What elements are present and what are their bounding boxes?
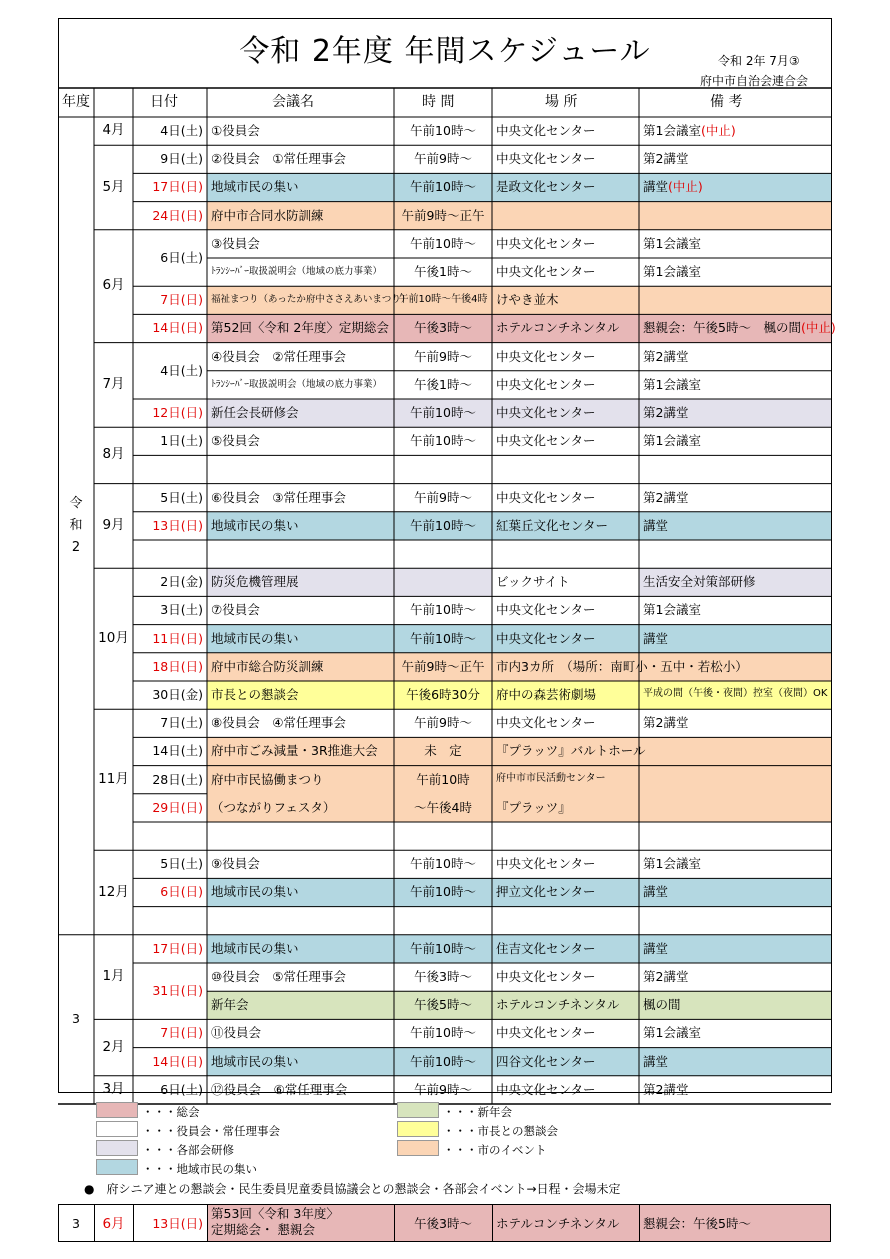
- header-time: 時 間: [422, 94, 455, 110]
- note-cell: [643, 630, 669, 646]
- note-cell: [643, 517, 669, 533]
- date-weekday: (土): [180, 856, 203, 872]
- date-cell-merged: [139, 985, 203, 998]
- note-cell: [643, 266, 701, 279]
- meeting-name: 新年会: [211, 997, 249, 1013]
- date-day: 12日: [152, 405, 181, 420]
- date-cell: [139, 658, 203, 674]
- legend-swatch: [397, 1102, 439, 1118]
- date-day: 7日: [160, 715, 181, 731]
- date-day: 7日: [160, 292, 181, 308]
- time-cell: 午前9時～: [414, 489, 472, 505]
- meeting-name: ③役員会: [211, 235, 260, 251]
- date-weekday: (土): [180, 1081, 203, 1097]
- month-label: 5月: [102, 178, 125, 195]
- date-weekday: (日): [180, 1025, 203, 1041]
- note-text: 第1会議室: [643, 264, 701, 279]
- note-cell: [643, 971, 688, 984]
- time-cell: 午前10時～: [410, 405, 476, 420]
- next-note: 懇親会：午後5時～: [643, 1216, 751, 1231]
- date-cell: [139, 153, 203, 166]
- place-cell: 中央文化センター: [496, 715, 596, 731]
- date-day: 11日: [152, 630, 181, 646]
- fiscal-year-char: 2: [71, 539, 81, 555]
- note-cell: [643, 153, 688, 166]
- meeting-name: 地域市民の集い: [211, 940, 299, 956]
- meeting-name: ⑤役員会: [211, 433, 260, 449]
- place-cell: ホテルコンチネンタル: [496, 320, 620, 336]
- note-text: 第1会議室: [643, 602, 701, 618]
- date-cell: [139, 207, 203, 223]
- date-weekday: (日): [180, 658, 203, 674]
- legend-label: ・・・市のイベント: [443, 1143, 547, 1157]
- month-label: 7月: [102, 375, 125, 392]
- note-text: 第1会議室: [643, 376, 701, 392]
- note-text: 第2講堂: [643, 489, 689, 505]
- legend-label: ・・・総会: [142, 1105, 200, 1119]
- note-cancelled: (中止): [700, 123, 736, 138]
- legend-swatch: [96, 1102, 138, 1118]
- meeting-name: 地域市民の集い: [211, 1053, 299, 1069]
- month-label: 6月: [102, 277, 125, 294]
- meeting-name: ⑩役員会 ⑤常任理事会: [211, 969, 346, 984]
- note-cell: [643, 576, 756, 589]
- place-cell: 中央文化センター: [496, 489, 596, 505]
- date-weekday: (日): [180, 884, 203, 900]
- date-day: 7日: [160, 1025, 181, 1041]
- date-cell-merged: [139, 252, 203, 265]
- month-label: 11月: [98, 770, 129, 787]
- legend-label: ・・・地域市民の集い: [142, 1162, 257, 1176]
- date-weekday: (日): [180, 179, 203, 195]
- place-cell: 四谷文化センター: [496, 1053, 596, 1069]
- place-cell: 中央文化センター: [496, 235, 596, 251]
- date-cell: [139, 1053, 203, 1069]
- date-day: 2日: [160, 574, 181, 590]
- date-cell-merged: [139, 362, 203, 378]
- date-weekday: (日): [180, 207, 203, 223]
- time-cell: 午前9時～: [414, 151, 472, 167]
- place-cell: 府中の森芸術劇場: [496, 687, 597, 702]
- date-day: 6日: [160, 250, 181, 265]
- place-cell: 紅葉丘文化センター: [496, 517, 609, 533]
- place-cell: けやき並木: [496, 292, 559, 308]
- note-text: 第2講堂: [643, 969, 689, 984]
- fiscal-year-label: 3: [72, 1011, 80, 1027]
- next-date: 13日(日): [152, 1216, 203, 1231]
- note-cell: [643, 1081, 689, 1097]
- date-weekday: (金): [180, 687, 203, 702]
- date-weekday: (土): [180, 433, 203, 449]
- meeting-name: 地域市民の集い: [211, 179, 299, 195]
- note-cell: [643, 181, 703, 194]
- date-cell: [139, 576, 203, 589]
- date-weekday: (土): [180, 250, 203, 265]
- date-weekday: (日): [180, 517, 203, 533]
- note-cell: [643, 604, 701, 617]
- date-day: 4日: [160, 362, 181, 378]
- page-title: 令和 2年度 年間スケジュール: [239, 34, 651, 69]
- meeting-name: 福祉まつり（あったか府中ささえあいまつり）: [211, 294, 411, 306]
- note-cell: [643, 125, 736, 138]
- date-weekday: (土): [180, 743, 203, 759]
- time-cell: 午後1時～: [414, 264, 472, 279]
- meeting-name: ⑪役員会: [211, 1025, 262, 1041]
- legend-swatch: [397, 1121, 439, 1137]
- place-cell: 中央文化センター: [496, 151, 596, 167]
- header-meeting: 会議名: [272, 94, 314, 110]
- meeting-name: 地域市民の集い: [211, 884, 299, 900]
- time-cell: 午前10時～: [410, 940, 476, 956]
- date-cell: [139, 407, 203, 420]
- time-cell: 午前10時～: [410, 602, 476, 618]
- date-weekday: (日): [180, 1053, 203, 1069]
- note-text: 第2講堂: [643, 348, 689, 364]
- note-text: 第1会議室: [643, 235, 701, 251]
- time-cell: ～午後4時: [414, 799, 472, 815]
- place-cell: 『プラッツ』バルトホール: [496, 743, 646, 759]
- time-cell: 午後3時～: [414, 969, 472, 984]
- fiscal-year-char: 和: [69, 517, 83, 533]
- date-cell: [139, 489, 203, 505]
- meeting-name: 防災危機管理展: [211, 574, 299, 590]
- time-cell: 午前10時～: [410, 235, 476, 251]
- note-cell: [643, 435, 701, 448]
- time-cell: 午後3時～: [414, 320, 472, 336]
- meeting-name: ⑧役員会 ④常任理事会: [211, 715, 346, 731]
- next-meeting-line1: 第53回〈令和 3年度〉: [211, 1206, 339, 1221]
- date-cell: [139, 294, 203, 307]
- meeting-name: 新任会長研修会: [211, 405, 299, 420]
- note-cell: [643, 1027, 701, 1040]
- place-cell: 押立文化センター: [496, 884, 596, 900]
- note-text: 講堂: [643, 884, 669, 900]
- place-cell: 市内3カ所 （場所：南町小・五中・若松小）: [496, 658, 748, 674]
- place-cell: 中央文化センター: [496, 630, 596, 646]
- date-weekday: (土): [180, 362, 203, 378]
- date-weekday: (土): [180, 151, 203, 167]
- next-time: 午後3時～: [414, 1216, 472, 1231]
- header-place: 場 所: [545, 94, 578, 110]
- legend-swatch: [96, 1121, 138, 1137]
- note-cell: [643, 235, 701, 251]
- legend-label: ・・・各部会研修: [142, 1143, 234, 1157]
- month-label: 12月: [98, 883, 129, 900]
- date-day: 28日: [152, 771, 181, 787]
- time-cell: 午前9時～: [414, 715, 472, 731]
- meeting-name: 府中市ごみ減量・3R推進大会: [211, 743, 378, 759]
- note-cell: [643, 376, 701, 392]
- date-cell: [139, 745, 203, 758]
- place-cell: 中央文化センター: [496, 264, 596, 279]
- meeting-name: ﾄﾗﾝｼｰﾊﾞｰ取扱説明会（地域の底力事業）: [211, 378, 383, 390]
- next-fiscal-year: 3: [72, 1216, 80, 1231]
- legend-label: ・・・役員会・常任理事会: [142, 1124, 280, 1138]
- date-weekday: (土): [180, 489, 203, 505]
- note-cell: [643, 348, 689, 364]
- date-weekday: (日): [180, 292, 203, 308]
- legend-swatch: [96, 1140, 138, 1156]
- organization-name: 府中市自治会連合会: [700, 74, 809, 88]
- month-label: 9月: [102, 516, 125, 533]
- meeting-name: （つながりフェスタ）: [211, 799, 336, 815]
- note-text: 講堂: [643, 179, 669, 195]
- note-cell: [643, 999, 681, 1012]
- note-cancelled: (中止): [668, 179, 703, 195]
- date-day: 17日: [152, 940, 181, 956]
- meeting-name: ⑨役員会: [211, 856, 260, 872]
- month-label: 10月: [98, 629, 129, 646]
- grid-line: [133, 1204, 134, 1242]
- date-cell: [139, 717, 203, 730]
- date-cell: [139, 940, 203, 956]
- note-cancelled: (中止): [800, 320, 836, 336]
- note-text: 第1会議室: [643, 1025, 701, 1041]
- grid-line: [492, 1204, 493, 1242]
- legend-swatch: [397, 1140, 439, 1156]
- legend-swatch: [96, 1159, 138, 1175]
- date-weekday: (日): [180, 940, 203, 956]
- date-day: 24日: [152, 207, 181, 223]
- note-text: 第1会議室: [643, 123, 701, 138]
- note-text: 懇親会：午後5時～ 楓の間: [643, 320, 801, 336]
- note-text: 講堂: [643, 630, 669, 646]
- grid-line: [207, 1204, 208, 1242]
- meeting-name: ②役員会 ①常任理事会: [211, 151, 346, 167]
- time-cell: 午前10時～: [410, 856, 476, 872]
- fiscal-year-char: 令: [69, 495, 83, 511]
- date-weekday: (土): [180, 771, 203, 787]
- legend-label: ・・・市長との懇談会: [443, 1124, 558, 1138]
- time-cell: 午後1時～: [414, 376, 472, 392]
- date-day: 5日: [160, 489, 181, 505]
- date-day: 9日: [160, 151, 181, 167]
- place-cell: 『プラッツ』: [496, 799, 571, 815]
- date-day: 5日: [160, 856, 181, 872]
- meeting-name: 地域市民の集い: [211, 630, 299, 646]
- publication-date: 令和 2年 7月③: [718, 54, 800, 68]
- note-cell: [643, 689, 827, 699]
- legend-label: ・・・新年会: [443, 1105, 512, 1119]
- place-cell: 是政文化センター: [496, 179, 596, 195]
- month-label: 2月: [102, 1038, 125, 1055]
- meeting-name: ①役員会: [211, 123, 260, 138]
- date-cell: [139, 858, 203, 871]
- time-cell: 午前10時～: [410, 1025, 476, 1041]
- date-day: 6日: [160, 1081, 181, 1097]
- time-cell: 午前10時～: [410, 630, 476, 646]
- month-label: 8月: [102, 446, 125, 463]
- date-cell: [139, 517, 203, 533]
- date-day: 18日: [152, 658, 181, 674]
- place-cell: 中央文化センター: [496, 602, 596, 618]
- time-cell: 午前10時～午後4時: [398, 294, 488, 306]
- time-cell: 午前10時～: [410, 517, 476, 533]
- place-cell: 中央文化センター: [496, 433, 596, 449]
- time-cell: 午前9時～正午: [401, 658, 485, 674]
- next-meeting-line2: 定期総会・ 懇親会: [211, 1222, 315, 1237]
- time-cell: 午前10時～: [410, 123, 476, 138]
- header-date: 日付: [150, 94, 178, 110]
- date-cell: [139, 1027, 203, 1040]
- time-cell: 午前10時～: [410, 1053, 476, 1069]
- month-label: 4月: [102, 122, 125, 139]
- date-day: 31日: [152, 983, 181, 999]
- place-cell: 中央文化センター: [496, 405, 596, 420]
- note-text: 平成の間（午後・夜間）控室（夜間）OK: [643, 688, 828, 699]
- note-text: 講堂: [643, 517, 669, 533]
- time-cell: 未 定: [424, 743, 462, 759]
- place-cell: ホテルコンチネンタル: [496, 997, 620, 1013]
- time-cell: 午後6時30分: [406, 687, 480, 702]
- meeting-name: 市長との懇談会: [211, 687, 299, 702]
- date-day: 13日: [152, 517, 181, 533]
- note-cell: [643, 717, 688, 730]
- date-day: 30日: [152, 687, 181, 702]
- note-cell: [643, 858, 701, 871]
- date-cell: [139, 181, 203, 194]
- fiscal-year-label: [58, 493, 94, 559]
- note-text: 第2講堂: [643, 405, 689, 420]
- place-cell: 中央文化センター: [496, 1081, 596, 1097]
- date-day: 14日: [152, 1053, 181, 1069]
- note-cell: [643, 407, 688, 420]
- note-text: 第1会議室: [643, 433, 701, 449]
- place-cell: ビックサイト: [496, 574, 570, 590]
- month-label: 3月: [102, 1080, 125, 1097]
- date-day: 14日: [152, 320, 181, 336]
- date-cell: [139, 125, 203, 138]
- date-weekday: (土): [180, 123, 203, 138]
- time-cell: 午前9時～正午: [401, 207, 485, 223]
- date-day: 3日: [160, 602, 181, 618]
- meeting-name: 府中市民協働まつり: [211, 771, 324, 787]
- date-cell: [139, 689, 203, 702]
- meeting-name: 府中市総合防災訓練: [211, 658, 324, 674]
- time-cell: 午前10時～: [410, 884, 476, 900]
- time-cell: 午前10時～: [410, 179, 476, 195]
- date-cell: [139, 771, 203, 787]
- place-cell: 中央文化センター: [496, 969, 596, 984]
- date-weekday: (金): [180, 574, 203, 590]
- date-weekday: (日): [180, 405, 203, 420]
- place-cell: 中央文化センター: [496, 348, 596, 364]
- meeting-name: ④役員会 ②常任理事会: [211, 348, 346, 364]
- note-text: 楓の間: [643, 997, 681, 1013]
- date-weekday: (土): [180, 715, 203, 731]
- date-cell: [139, 630, 203, 646]
- date-day: 4日: [160, 123, 181, 138]
- meeting-name: 地域市民の集い: [211, 517, 299, 533]
- time-cell: 午前10時～: [410, 433, 476, 449]
- header-year: 年度: [62, 94, 90, 110]
- next-month: 6月: [102, 1216, 125, 1232]
- date-weekday: (日): [180, 320, 203, 336]
- date-weekday: (日): [180, 983, 203, 999]
- date-day: 14日: [152, 743, 181, 759]
- date-cell: [139, 322, 203, 335]
- meeting-name: 府中市合同水防訓練: [211, 207, 324, 223]
- note-cell: [643, 940, 669, 956]
- date-day: 1日: [160, 433, 181, 449]
- date-weekday: (土): [180, 602, 203, 618]
- place-cell: 中央文化センター: [496, 1025, 596, 1041]
- date-day: 17日: [152, 179, 181, 195]
- time-cell: 午前9時～: [414, 348, 472, 364]
- date-cell: [139, 799, 203, 815]
- place-cell: 中央文化センター: [496, 123, 596, 138]
- grid-line: [639, 1204, 640, 1242]
- date-cell: [139, 1081, 203, 1097]
- note-text: 講堂: [643, 1053, 669, 1069]
- month-label: 1月: [102, 968, 125, 985]
- date-weekday: (日): [180, 630, 203, 646]
- date-day: 6日: [160, 884, 181, 900]
- time-cell: 午後5時～: [414, 997, 472, 1013]
- note-cell: [643, 322, 836, 335]
- next-place: ホテルコンチネンタル: [496, 1216, 620, 1231]
- date-cell: [139, 604, 203, 617]
- place-cell: 中央文化センター: [496, 376, 596, 392]
- note-text: 講堂: [643, 940, 669, 956]
- note-cell: [643, 886, 668, 899]
- note-text: 第2講堂: [643, 1081, 689, 1097]
- place-cell: 府中市市民活動センター: [496, 772, 606, 784]
- date-day: 29日: [152, 799, 181, 815]
- meeting-name: 第52回〈令和 2年度〉定期総会: [211, 320, 389, 336]
- meeting-name: ⑥役員会 ③常任理事会: [211, 489, 346, 505]
- note-text: 生活安全対策部研修: [643, 574, 756, 590]
- note-text: 第2講堂: [643, 151, 689, 167]
- date-weekday: (日): [180, 799, 203, 815]
- date-cell: [139, 435, 203, 448]
- note-text: 第1会議室: [643, 856, 701, 872]
- note-cell: [643, 489, 689, 505]
- meeting-name: ﾄﾗﾝｼｰﾊﾞｰ取扱説明会（地域の底力事業）: [211, 266, 383, 277]
- note-text: 第2講堂: [643, 715, 689, 731]
- time-cell: 午前10時: [416, 771, 470, 787]
- place-cell: 住吉文化センター: [496, 940, 596, 956]
- header-note: 備 考: [710, 94, 743, 110]
- date-cell: [139, 886, 203, 899]
- time-cell: 午前9時～: [414, 1081, 472, 1097]
- place-cell: 中央文化センター: [496, 856, 596, 872]
- note-cell: [643, 1053, 669, 1069]
- meeting-name: ⑫役員会 ⑥常任理事会: [211, 1081, 348, 1097]
- undecided-events-note: ● 府シニア連との懇談会・民生委員児童委員協議会との懇談会・各部会イベント→日程・会場未定: [84, 1182, 621, 1196]
- meeting-name: ⑦役員会: [211, 602, 260, 618]
